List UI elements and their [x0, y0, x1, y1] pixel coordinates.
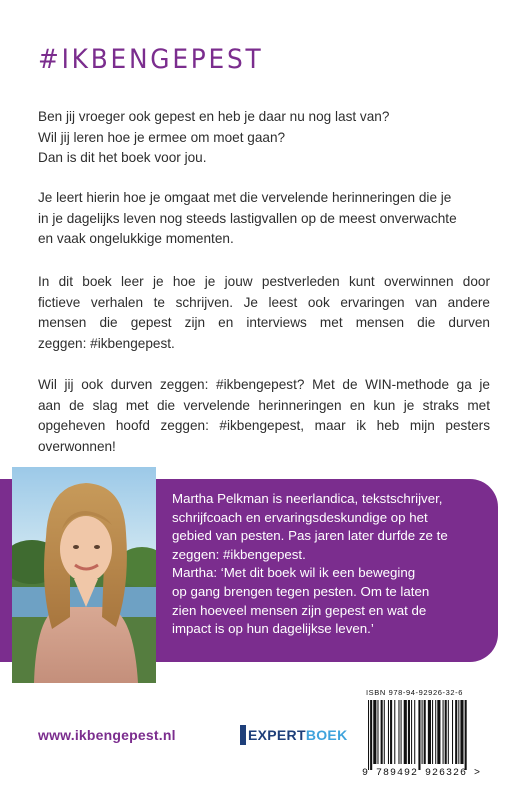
text-line: overwonnen! [38, 438, 116, 454]
text-line: fictieve verhalen te schrijven. Je leest ook ervaringen van andere [38, 294, 490, 310]
bio-line: gebied van pesten. Pas jaren later durfde ze te [172, 528, 448, 544]
learning-paragraph [38, 188, 490, 250]
text-line: in je dagelijks leven nog steeds lastigvallen op de meest onverwachte [38, 210, 457, 226]
bio-line: op gang brengen tegen pesten. Om te laten [172, 583, 430, 599]
win-method-paragraph [38, 375, 490, 457]
barcode-digits: 9 789492 926326 > [362, 768, 482, 779]
text-line: aan de slag met die vervelende herinneringen en kun je straks met [38, 397, 490, 413]
text-line: zeggen: #ikbengepest. [38, 335, 175, 351]
website-link[interactable]: www.ikbengepest.nl [38, 727, 176, 743]
intro-paragraph [38, 107, 490, 169]
publisher-name-part2: BOEK [305, 727, 348, 743]
text-line: opgeheven hoofd zeggen: #ikbengepest, maar ik heb mijn pesters [38, 418, 490, 433]
author-bio [172, 490, 484, 639]
text-line: In dit boek leer je hoe je jouw pestverleden kunt overwinnen door [38, 274, 490, 289]
isbn-label: ISBN 978-94-92926-32-6 [366, 688, 464, 697]
publisher-mark-icon [240, 725, 246, 745]
bio-line: zien hoeveel mensen zijn gepest en wat de [172, 602, 427, 618]
book-title: #IKBENGEPEST [38, 44, 264, 75]
author-photo [12, 467, 156, 683]
text-line: mensen die gepest zijn en interviews met mensen die durven [38, 315, 490, 330]
bio-line: schrijfcoach en ervaringsdeskundige op het [172, 509, 428, 525]
text-line: Wil jij leren hoe je ermee om moet gaan? [38, 129, 286, 145]
method-paragraph [38, 272, 490, 354]
text-line: en vaak ongelukkige momenten. [38, 231, 234, 246]
bio-line: zeggen: #ikbengepest. [172, 546, 306, 562]
bio-line: Martha: ‘Met dit boek wil ik een beweging [172, 565, 416, 581]
bio-line: Martha Pelkman is neerlandica, tekstschrijver, [172, 491, 443, 506]
text-line: Wil jij ook durven zeggen: #ikbengepest? Met de WIN-methode ga je [38, 377, 490, 392]
text-line: Ben jij vroeger ook gepest en heb je daar nu nog last van? [38, 109, 390, 124]
text-line: Je leert hierin hoe je omgaat met die vervelende herinneringen die je [38, 190, 452, 205]
publisher-name-part1: EXPERT [248, 727, 306, 743]
text-line: Dan is dit het boek voor jou. [38, 150, 207, 165]
barcode-icon [362, 698, 498, 774]
bio-line: impact is op hun dagelijkse leven.’ [172, 621, 374, 637]
publisher-logo [240, 724, 347, 746]
